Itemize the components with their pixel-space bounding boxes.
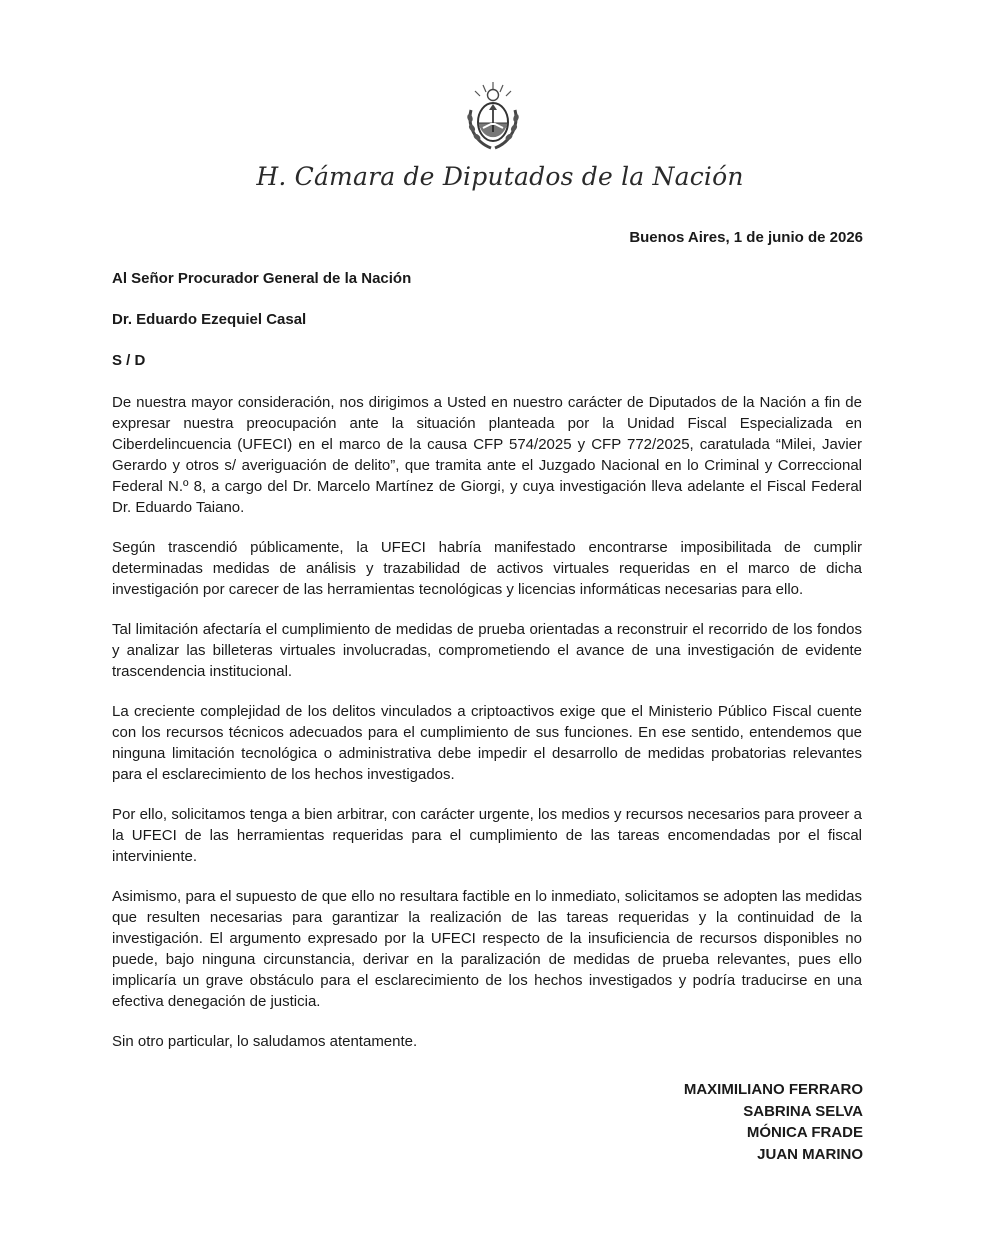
institution-letterhead: H. Cámara de Diputados de la Nación: [256, 162, 744, 191]
argentine-coat-of-arms-icon: [461, 80, 525, 152]
letter-body: [112, 392, 862, 1071]
body-paragraph: Según trascendió públicamente, la UFECI habría manifestado encontrarse imposibilitada de cumplir determinadas medidas de análisis y trazabilidad de activos virtuales requeridas en el marco de dicha investigación por carecer de las herramientas tecnológicas y licencias informáticas necesarias para ello.: [112, 539, 862, 598]
body-paragraph: Tal limitación afectaría el cumplimiento de medidas de prueba orientadas a reconstruir el recorrido de los fondos y analizar las billeteras virtuales involucradas, comprometiendo el avance de una investigación de evidente trascendencia institucional.: [112, 621, 862, 680]
signer-name: MAXIMILIANO FERRARO: [683, 1081, 863, 1098]
closing-line: Sin otro particular, lo saludamos atentamente.: [112, 1033, 418, 1050]
recipient-name: Dr. Eduardo Ezequiel Casal: [112, 311, 307, 328]
recipient-sd: S / D: [112, 352, 146, 369]
body-paragraph: Asimismo, para el supuesto de que ello no resultara factible en lo inmediato, solicitamos se adopten las medidas que resulten necesarias para garantizar la realización de las tareas requeridas y la continuidad de la investigación. El argumento expresado por la UFECI respecto de la insuficiencia de recursos disponibles no puede, bajo ninguna circunstancia, derivar en la paralización de medidas de prueba relevantes, pues ello implicaría un grave obstáculo para el esclarecimiento de los hechos investigados y podría traducirse en una efectiva denegación de justicia.: [112, 888, 862, 1010]
body-paragraph: De nuestra mayor consideración, nos dirigimos a Usted en nuestro carácter de Diputados de la Nación a fin de expresar nuestra preocupación ante la situación planteada por la Unidad Fiscal Especializada en Ciberdelincuencia (UFECI) en el marco de la causa CFP 574/2025 y CFP 772/2025, caratulada “Milei, Javier Gerardo y otros s/ averiguación de delito”, que tramita ante el Juzgado Nacional en lo Criminal y Correccional Federal N.º 8, a cargo del Dr. Marcelo Martínez de Giorgi, y cuya investigación lleva adelante el Fiscal Federal Dr. Eduardo Taiano.: [112, 394, 862, 516]
body-paragraph: Por ello, solicitamos tenga a bien arbitrar, con carácter urgente, los medios y recursos necesarios para proveer a la UFECI de las herramientas requeridas para el cumplimiento de las tareas encomendadas por el fiscal interviniente.: [112, 806, 862, 865]
signatories: [684, 1079, 863, 1165]
signer-name: MÓNICA FRADE: [746, 1124, 863, 1141]
body-paragraph: La creciente complejidad de los delitos vinculados a criptoactivos exige que el Ministerio Público Fiscal cuente con los recursos técnicos adecuados para el cumplimiento de sus funciones. En ese sentido, entendemos que ninguna limitación tecnológica o administrativa debe impedir el desarrollo de medidas probatorias relevantes para el esclarecimiento de los hechos investigados.: [112, 703, 862, 783]
recipient-title: Al Señor Procurador General de la Nación: [112, 270, 412, 287]
signer-name: JUAN MARINO: [757, 1145, 863, 1163]
signer-name: SABRINA SELVA: [743, 1102, 863, 1120]
letter-date: Buenos Aires, 1 de junio de 2026: [629, 229, 863, 246]
